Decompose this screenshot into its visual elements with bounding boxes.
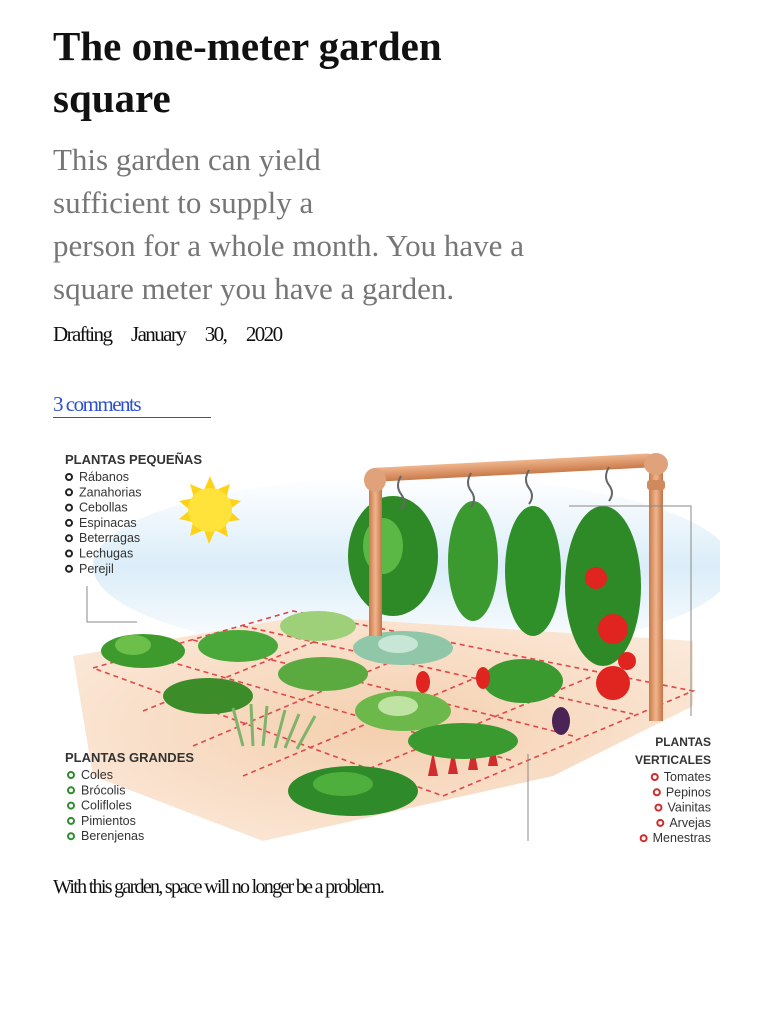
large-plant-item: Brócolis — [81, 783, 126, 798]
small-plant-item: Zanahorias — [79, 485, 142, 500]
lead-line-1: This garden can yield — [53, 142, 321, 177]
article-lead — [53, 138, 653, 310]
small-plant-item: Rábanos — [79, 470, 130, 484]
large-plant-item: Pimientos — [81, 813, 136, 828]
figure-caption: With this garden, space will no longer be a problem. — [53, 876, 384, 898]
comments-link[interactable]: 3 comments — [53, 391, 211, 418]
garden-illustration — [53, 446, 720, 848]
vertical-plant-item: Pepinos — [665, 785, 711, 800]
title-line-1: The one-meter garden — [53, 23, 442, 69]
vertical-plant-item: Tomates — [663, 770, 711, 784]
large-plants-heading: PLANTAS GRANDES — [65, 750, 195, 765]
small-plant-item: Beterragas — [79, 531, 141, 546]
lead-line-3: person for a whole month. You have a — [53, 228, 524, 263]
meta-year: 2020 — [245, 322, 282, 346]
vertical-plant-item: Arvejas — [669, 815, 711, 830]
large-plant-item: Coles — [81, 768, 113, 782]
lead-line-2: sufficient to supply a — [53, 185, 314, 220]
large-plant-item: Berenjenas — [81, 829, 145, 844]
article-title — [53, 20, 673, 124]
meta-month: January — [131, 322, 186, 346]
lead-line-4: square meter you have a garden. — [53, 271, 455, 306]
meta-day: 30, — [204, 322, 227, 346]
large-plant-item: Colifloles — [81, 798, 132, 813]
small-plant-item: Espinacas — [79, 515, 137, 530]
small-plant-item: Perejil — [79, 561, 114, 576]
article-meta — [53, 322, 297, 347]
small-plants-heading: PLANTAS PEQUEÑAS — [65, 452, 202, 467]
vertical-plant-item: Menestras — [652, 831, 711, 846]
vertical-plants-heading-line1: PLANTAS — [655, 735, 711, 749]
title-line-2: square — [53, 75, 171, 121]
small-plant-item: Lechugas — [79, 546, 134, 561]
vertical-plants-heading-line2: VERTICALES — [634, 753, 711, 767]
small-plant-item: Cebollas — [79, 500, 128, 515]
meta-category: Drafting — [53, 322, 112, 346]
vertical-plant-item: Vainitas — [667, 800, 711, 815]
